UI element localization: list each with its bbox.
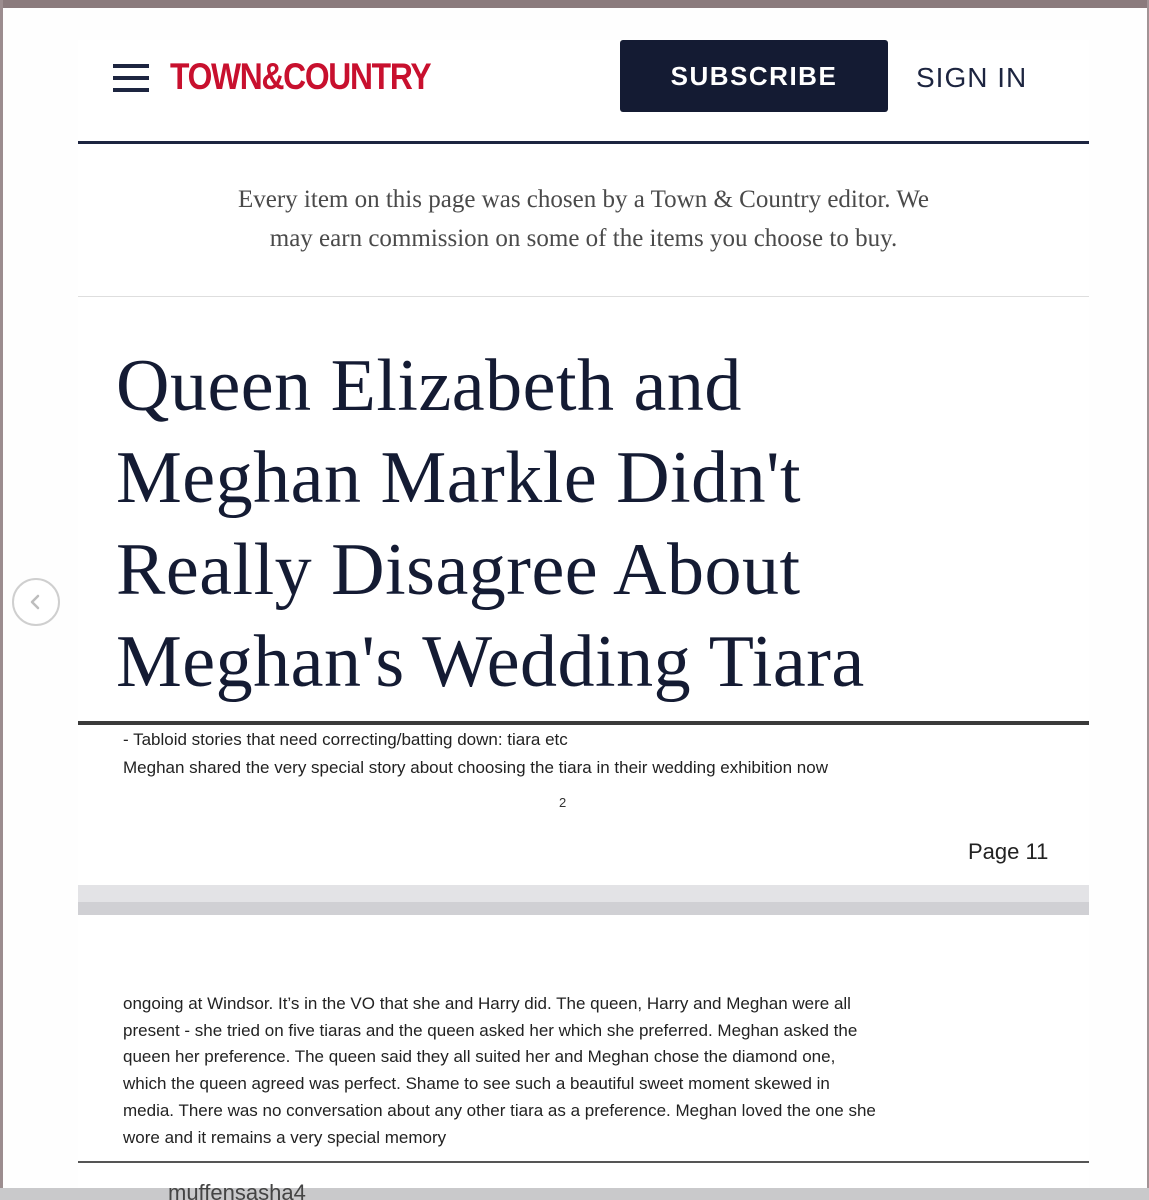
header-divider xyxy=(78,141,1089,144)
affiliate-disclaimer xyxy=(128,180,1039,258)
window-top-border xyxy=(0,0,1149,8)
chevron-left-icon xyxy=(27,593,45,611)
disclaimer-divider xyxy=(78,296,1089,297)
disclaimer-line: may earn commission on some of the items you choose to buy. xyxy=(269,225,898,252)
article-page xyxy=(78,40,1089,1190)
paragraph-line: present - she tried on five tiaras and the queen asked her which she preferred. Meghan asked the xyxy=(123,1020,858,1040)
document-bullet: - Tabloid stories that need correcting/batting down: tiara etc xyxy=(123,730,568,749)
document-line: Meghan shared the very special story about choosing the tiara in their wedding exhibition now xyxy=(123,758,828,777)
footnote-number: 2 xyxy=(559,795,567,810)
previous-slide-button[interactable] xyxy=(12,578,60,626)
title-divider xyxy=(78,721,1089,725)
site-logo[interactable]: TOWN&COUNTRY xyxy=(170,56,431,97)
article-title-line: Really Disagree About xyxy=(116,529,801,611)
bottom-divider xyxy=(78,1161,1089,1163)
article-title xyxy=(116,340,1016,708)
paragraph-line: ongoing at Windsor. It’s in the VO that she and Harry did. The queen, Harry and Meghan were all xyxy=(123,994,851,1013)
disclaimer-line: Every item on this page was chosen by a Town & Country editor. We xyxy=(237,186,930,213)
article-title-line: Meghan Markle Didn't xyxy=(116,437,802,519)
paragraph-line: which the queen agreed was perfect. Shame to see such a beautiful sweet moment skewed in xyxy=(123,1074,830,1094)
paragraph-line: wore and it remains a very special memory xyxy=(123,1127,447,1147)
site-header xyxy=(78,40,1089,144)
window-left-border xyxy=(0,0,3,1200)
subscribe-button[interactable]: SUBSCRIBE xyxy=(620,40,888,112)
sign-in-link[interactable]: SIGN IN xyxy=(916,62,1028,93)
article-title-line: Meghan's Wedding Tiara xyxy=(116,621,865,703)
paragraph-line: queen her preference. The queen said they all suited her and Meghan chose the diamond one, xyxy=(123,1047,836,1067)
username-handle[interactable]: muffensasha4 xyxy=(168,1180,306,1200)
document-paragraph xyxy=(123,991,1023,1151)
page-number: Page 11 xyxy=(968,839,1049,864)
page-break-shadow xyxy=(78,902,1089,915)
hamburger-menu-icon[interactable] xyxy=(113,62,149,94)
article-title-line: Queen Elizabeth and xyxy=(116,345,742,427)
paragraph-line: media. There was no conversation about any other tiara as a preference. Meghan loved the one she xyxy=(123,1100,876,1120)
